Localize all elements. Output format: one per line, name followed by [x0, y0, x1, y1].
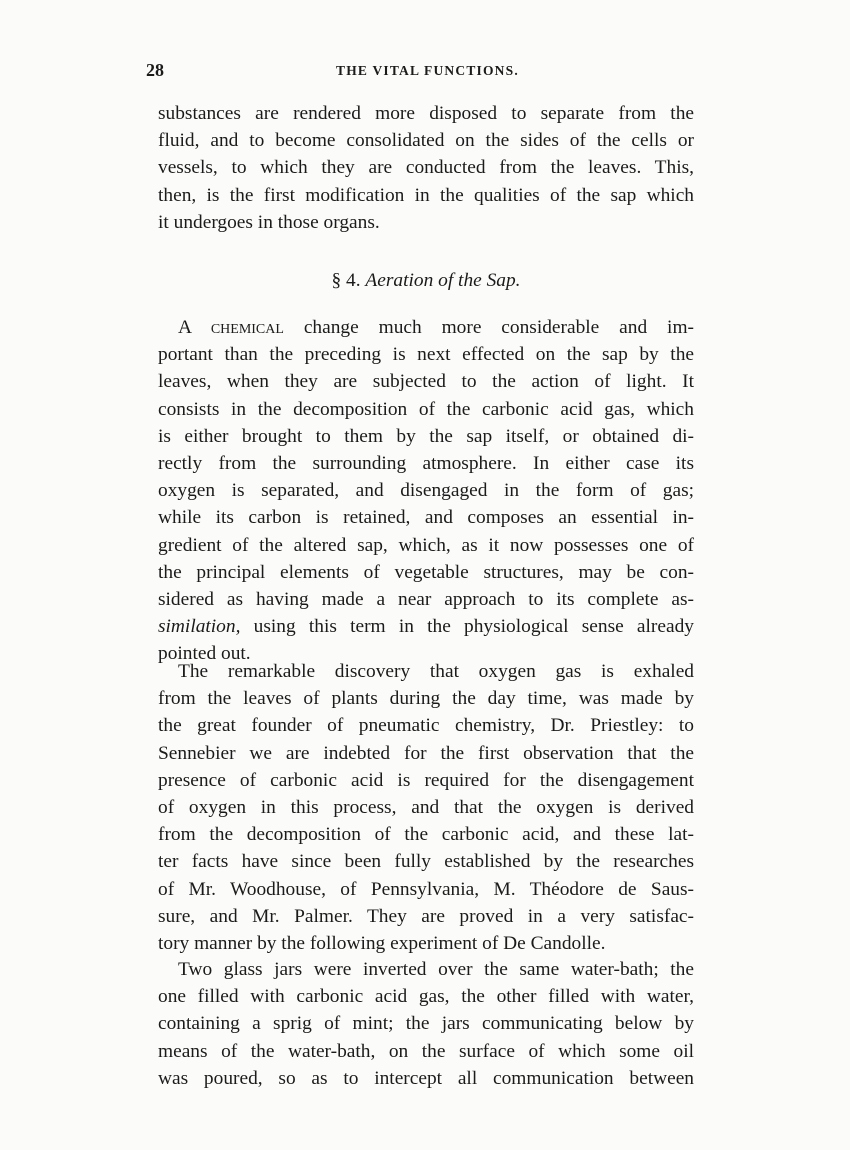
section-heading [158, 270, 694, 292]
text-line: was poured, so as to intercept all communication between [158, 1067, 694, 1089]
paragraph-3 [158, 658, 694, 957]
text-line: means of the water-bath, on the surface of which some oil [158, 1040, 694, 1062]
text-line: from the decomposition of the carbonic acid, and these lat- [158, 824, 694, 846]
text-line: is either brought to them by the sap itself, or obtained di- [158, 425, 694, 447]
section-number: § 4. [331, 270, 361, 291]
text-line: of oxygen in this process, and that the oxygen is derived [158, 797, 694, 819]
text-line: Two glass jars were inverted over the same water-bath; the [178, 959, 694, 980]
text-line: leaves, when they are subjected to the action of light. It [158, 371, 694, 393]
text-run: using this term in the physiological sense already [240, 616, 694, 638]
text-line [158, 613, 694, 640]
text-line: while its carbon is retained, and composes an essential in- [158, 507, 694, 529]
text-line: presence of carbonic acid is required for the disengagement [158, 769, 694, 791]
small-caps-lead: A chemical [178, 317, 284, 338]
italic-term: similation, [158, 616, 241, 638]
text-line: rectly from the surrounding atmosphere. In either case its [158, 453, 694, 475]
paragraph-1 [158, 100, 694, 236]
text-line: containing a sprig of mint; the jars communicating below by [158, 1013, 694, 1035]
page-number: 28 [146, 60, 164, 80]
text-line: portant than the preceding is next effected on the sap by the [158, 344, 694, 366]
text-line: from the leaves of plants during the day time, was made by [158, 688, 694, 710]
page-header [146, 60, 694, 86]
text-line: sidered as having made a near approach to its complete as- [158, 589, 694, 611]
running-head: THE VITAL FUNCTIONS. [336, 63, 519, 78]
text-line: pointed out. [158, 643, 251, 665]
paragraph-2 [158, 314, 694, 668]
section-title: Aeration of the Sap. [365, 270, 521, 291]
text-line: The remarkable discovery that oxygen gas is exhaled [178, 661, 694, 682]
text-run: change much more considerable and im- [283, 317, 694, 338]
text-line: the great founder of pneumatic chemistry, Dr. Priestley: to [158, 715, 694, 737]
paragraph-4 [158, 956, 694, 1092]
text-line [158, 314, 694, 341]
text-line: oxygen is separated, and disengaged in the form of gas; [158, 480, 694, 502]
text-line: then, is the first modification in the qualities of the sap which [158, 184, 694, 206]
text-line: substances are rendered more disposed to separate from the [158, 103, 694, 124]
text-line: of Mr. Woodhouse, of Pennsylvania, M. Théodore de Saus- [158, 878, 694, 900]
text-line: consists in the decomposition of the carbonic acid gas, which [158, 398, 694, 420]
text-line: fluid, and to become consolidated on the sides of the cells or [158, 130, 694, 152]
text-line: Sennebier we are indebted for the first observation that the [158, 742, 694, 764]
text-line: vessels, to which they are conducted from the leaves. This, [158, 157, 694, 179]
text-line: one filled with carbonic acid gas, the other filled with water, [158, 986, 694, 1008]
text-line: tory manner by the following experiment of De Candolle. [158, 933, 606, 955]
text-line: ter facts have since been fully established by the researches [158, 851, 694, 873]
text-line: gredient of the altered sap, which, as it now possesses one of [158, 534, 694, 556]
text-line: the principal elements of vegetable structures, may be con- [158, 561, 694, 583]
text-line: sure, and Mr. Palmer. They are proved in a very satisfac- [158, 905, 694, 927]
text-line: it undergoes in those organs. [158, 211, 380, 233]
